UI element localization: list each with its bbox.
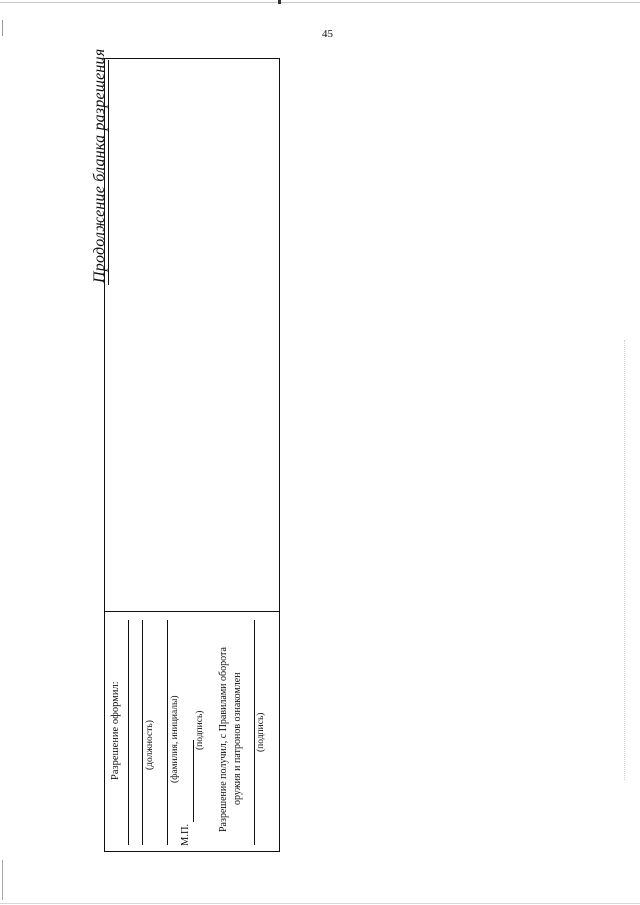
signature-caption: (подпись)	[195, 710, 205, 750]
title-underline	[108, 60, 109, 285]
issued-by-label: Разрешение оформил:	[110, 681, 121, 780]
receipt-signature-caption: (подпись)	[256, 712, 266, 752]
scan-edge-left	[2, 20, 3, 36]
form-section-divider	[104, 611, 280, 612]
name-line	[167, 620, 168, 845]
page-title: Продолжение бланка разрешения	[91, 48, 108, 283]
page-number: 45	[322, 28, 333, 40]
signature-line	[193, 740, 194, 822]
stamp-label: М.П.	[180, 823, 191, 846]
scan-edge-left-bottom	[2, 860, 3, 900]
position-line-2	[142, 620, 143, 845]
receipt-text-line-1: Разрешение получил, с Правилами оборота	[218, 647, 229, 832]
name-caption: (фамилия, инициалы)	[170, 695, 180, 783]
scan-edge-top	[0, 2, 640, 3]
receipt-signature-line	[254, 620, 255, 845]
scan-mark	[278, 0, 281, 4]
scan-edge-right	[624, 340, 625, 780]
scan-edge-bottom	[0, 903, 640, 904]
position-caption: (должность)	[145, 720, 155, 770]
receipt-text-line-2: оружия и патронов ознакомлен	[232, 672, 243, 805]
position-line-1	[128, 620, 129, 845]
